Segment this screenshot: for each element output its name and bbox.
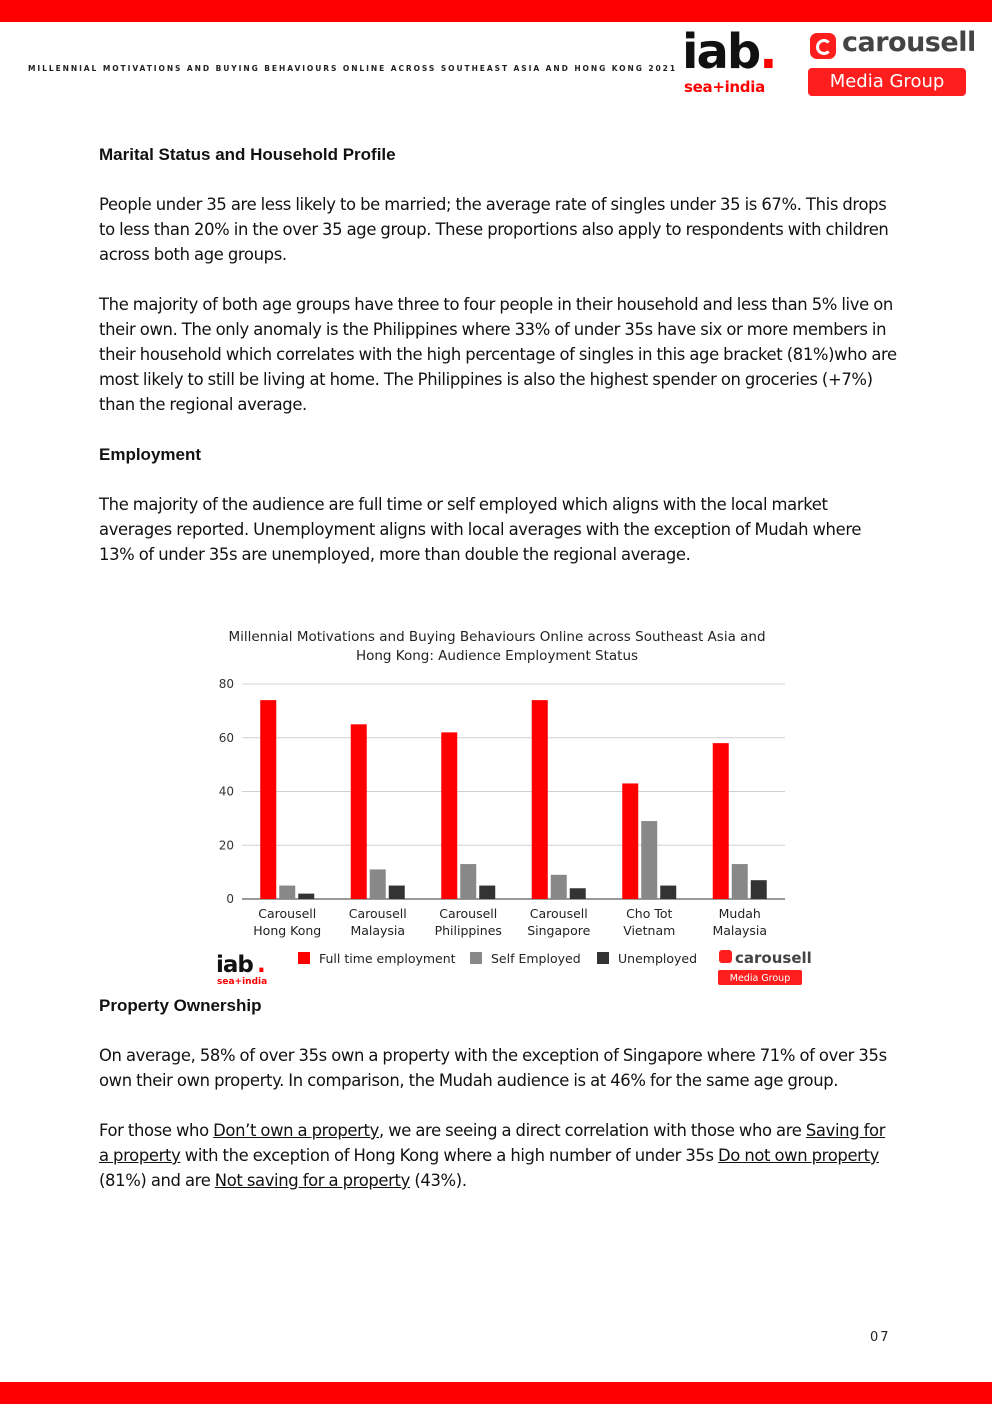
carousell-word: carousell (842, 27, 976, 58)
property-term-do-not-own: Do not own property (718, 1146, 879, 1165)
x-tick-label-3-line1: Carousell (529, 906, 588, 921)
x-tick-label-5-line2: Malaysia (712, 923, 768, 938)
property-term-not-saving: Not saving for a property (214, 1171, 410, 1190)
bar-1-2 (460, 864, 476, 899)
bar-1-5 (732, 864, 748, 899)
x-tick-label-2-line1: Carousell (439, 906, 498, 921)
bar-0-1 (351, 724, 367, 899)
heading-employment: Employment (99, 445, 202, 464)
x-tick-label-0-line2: Hong Kong (253, 923, 322, 938)
bar-0-5 (713, 743, 729, 899)
y-tick-label-0: 0 (226, 892, 234, 906)
property-text-e: (43%). (409, 1171, 467, 1190)
bar-1-0 (279, 886, 295, 899)
legend-swatch-0 (298, 952, 310, 964)
legend-label-1: Self Employed (491, 951, 581, 966)
bar-2-5 (751, 880, 767, 899)
bar-2-4 (660, 886, 676, 899)
iab-logo-word (682, 24, 775, 80)
property-term-dont-own: Don’t own a property (213, 1121, 379, 1140)
top-red-bar (0, 0, 992, 22)
bar-0-2 (441, 732, 457, 899)
paragraph-marital-1: People under 35 are less likely to be married; the average rate of singles under 35 is 67%. This drops to less than 20% in the over 35 age group. These proportions also apply to respondents with children across both age groups. (99, 195, 889, 264)
heading-property: Property Ownership (99, 996, 262, 1015)
property-text-d: (81%) and are (99, 1171, 215, 1190)
bottom-red-bar (0, 1382, 992, 1404)
y-tick-label-20: 20 (218, 838, 234, 853)
x-tick-label-4-line1: Cho Tot (626, 906, 673, 921)
page-content-lower (99, 993, 899, 1218)
bar-0-0 (260, 700, 276, 899)
iab-logo-dot: . (759, 24, 776, 80)
legend-label-0: Full time employment (319, 951, 456, 966)
bar-1-3 (551, 875, 567, 899)
x-tick-label-0-line1: Carousell (258, 906, 317, 921)
bar-2-2 (479, 886, 495, 899)
chart-carousell-badge-text: Media Group (729, 973, 791, 984)
chart-iab-logo-word: iab (216, 952, 253, 978)
heading-marital: Marital Status and Household Profile (99, 145, 396, 164)
x-tick-label-1-line2: Malaysia (350, 923, 406, 938)
chart-iab-logo-dot: . (257, 952, 266, 978)
carousell-badge: Media Group (808, 68, 966, 96)
legend-swatch-1 (470, 952, 482, 964)
paragraph-marital-2: The majority of both age groups have three to four people in their household and less than 5% live on their own. The only anomaly is the Philippines where 33% of under 35s have six or more members in their household which correlates with the high percentage of singles in this age bracket (81%)who are most likely to still be living at home. The Philippines is also the highest spender on groceries (+7%) than the regional average. (99, 295, 897, 414)
chart-title-line-2: Hong Kong: Audience Employment Status (355, 648, 639, 664)
chart-carousell-icon (719, 950, 732, 963)
property-text-b: , we are seeing a direct correlation with those who are (378, 1121, 806, 1140)
chart-carousell-word: carousell (735, 949, 812, 967)
legend-label-2: Unemployed (618, 951, 698, 966)
page-number: 07 (870, 1330, 891, 1345)
bar-0-3 (532, 700, 548, 899)
running-title: MILLENNIAL MOTIVATIONS AND BUYING BEHAVIOURS ONLINE ACROSS SOUTHEAST ASIA AND HONG KONG 2021 (28, 64, 677, 73)
carousell-icon (810, 33, 836, 59)
property-text-c: with the exception of Hong Kong where a high number of under 35s (180, 1146, 719, 1165)
property-term-saving: Saving for a property (99, 1121, 886, 1165)
page-content (99, 142, 899, 592)
x-tick-label-2-line2: Philippines (434, 923, 502, 938)
bar-2-3 (570, 888, 586, 899)
iab-logo-sub: sea+india (684, 78, 765, 96)
y-tick-label-60: 60 (218, 730, 234, 745)
y-tick-label-80: 80 (218, 677, 234, 691)
bar-1-1 (370, 869, 386, 899)
x-tick-label-5-line1: Mudah (718, 906, 761, 921)
paragraph-property-2 (99, 1118, 899, 1193)
bar-1-4 (641, 821, 657, 899)
employment-chart-svg (200, 620, 812, 990)
y-tick-label-40: 40 (218, 784, 234, 799)
chart-iab-logo-sub: sea+india (217, 977, 268, 987)
paragraph-property-1: On average, 58% of over 35s own a property with the exception of Singapore where 71% of over 35s own their own property. In comparison, the Mudah audience is at 46% for the same age group. (99, 1046, 887, 1090)
carousell-logo (808, 27, 976, 98)
x-tick-label-4-line2: Vietnam (623, 923, 676, 938)
bar-2-1 (389, 886, 405, 899)
chart-title-line-1: Millennial Motivations and Buying Behaviours Online across Southeast Asia and (228, 629, 766, 645)
x-tick-label-1-line1: Carousell (348, 906, 407, 921)
bar-2-0 (298, 894, 314, 899)
legend-swatch-2 (597, 952, 609, 964)
iab-logo (682, 24, 786, 100)
x-tick-label-3-line2: Singapore (527, 923, 591, 938)
employment-chart (200, 620, 812, 990)
iab-logo-word-text: iab (682, 24, 760, 80)
paragraph-employment-1: The majority of the audience are full time or self employed which aligns with the local market averages reported. Unemployment aligns with local averages with the exception of Mudah where 13% of under 35s are unemployed, more than double the regional average. (99, 495, 862, 564)
property-text-a: For those who (99, 1121, 214, 1140)
bar-0-4 (622, 783, 638, 899)
